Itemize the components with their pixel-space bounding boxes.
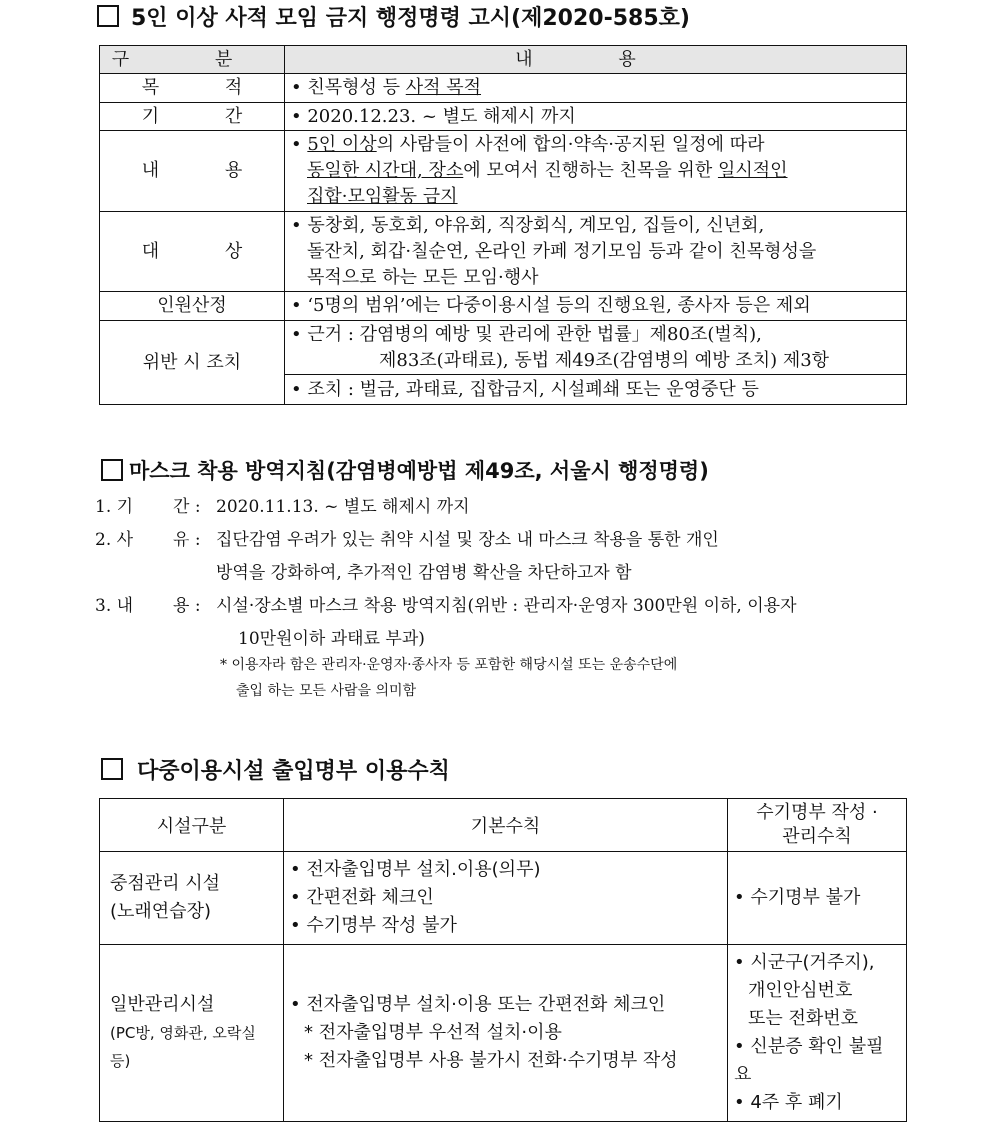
- target-line-2: 돌잔치, 회갑·칠순연, 온라인 카페 정기모임 등과 같이 친목형성을: [307, 240, 817, 262]
- rule-subitem: * 전자출입명부 우선적 설치·이용: [304, 1022, 562, 1043]
- bullet: •: [291, 134, 308, 155]
- row-label-purpose: 목 적: [100, 74, 285, 103]
- item-key: 용 :: [173, 596, 201, 616]
- header-basic-rules: 기본수칙: [284, 799, 728, 852]
- header-category: 구 분: [100, 46, 285, 74]
- table-row: [100, 852, 907, 945]
- basis-line-2: 제83조(과태료), 동법 제49조(감염병의 예방 조치) 제3항: [379, 349, 830, 371]
- footnote: [220, 652, 677, 704]
- rule-item: • 전자출입명부 설치.이용(의무): [290, 859, 541, 880]
- row-content-purpose: [285, 74, 907, 103]
- rule-item: • 간편전화 체크인: [290, 887, 434, 908]
- facility-example: (노래연습장): [110, 901, 211, 922]
- table-row: [100, 131, 907, 212]
- manual-rule-item: • 4주 후 폐기: [734, 1092, 843, 1113]
- header-content: 내 용: [285, 46, 907, 74]
- basic-rules-priority: [284, 852, 728, 945]
- table-header-row: [100, 46, 907, 74]
- section2-title-text: 마스크 착용 방역지침(감염병예방법 제49조, 서울시 행정명령): [129, 459, 709, 483]
- item-text: 집단감염 우려가 있는 취약 시설 및 장소 내 마스크 착용을 통한 개인: [216, 530, 719, 550]
- facility-name: 중점관리 시설: [110, 873, 221, 894]
- item-number: 3. 내: [95, 596, 134, 616]
- table-row: [100, 321, 907, 375]
- basis-line-1: • 근거 : 감염병의 예방 및 관리에 관한 법률」제80조(벌칙),: [291, 323, 762, 345]
- target-line-3: 목적으로 하는 모든 모임·행사: [307, 266, 539, 288]
- footnote-line-1: * 이용자라 함은 관리자·운영자·종사자 등 포함한 해당시설 또는 운송수단에: [220, 657, 678, 673]
- facility-priority: [100, 852, 284, 945]
- header-manual-log-rules: [728, 799, 907, 852]
- manual-rule-item: • 신분증 확인 불필요: [734, 1036, 884, 1085]
- section1-title-text: 5인 이상 사적 모임 금지 행정명령 고시(제2020-585호): [131, 5, 690, 31]
- row-label-count: 인원산정: [100, 292, 285, 321]
- target-line-1: • 동창회, 동호회, 야유회, 직장회식, 계모임, 집들이, 신년회,: [291, 214, 765, 236]
- row-label-content: 내 용: [100, 131, 285, 212]
- row-content-count: • ‘5명의 범위’에는 다중이용시설 등의 진행요원, 종사자 등은 제외: [285, 292, 907, 321]
- content-underline-3: 일시적인: [717, 160, 788, 181]
- table-row: [100, 103, 907, 131]
- section2-title: [101, 454, 709, 486]
- item-text-cont: 방역을 강화하여, 추가적인 감염병 확산을 차단하고자 함: [216, 563, 632, 583]
- manual-rules-priority: • 수기명부 불가: [728, 852, 907, 945]
- row-content-action: • 조치 : 벌금, 과태료, 집합금지, 시설폐쇄 또는 운영중단 등: [285, 375, 907, 405]
- item-key: 간 :: [173, 497, 201, 517]
- content-underline-4: 집합·모임활동 금지: [307, 186, 458, 207]
- rule-subitem: * 전자출입명부 사용 불가시 전화·수기명부 작성: [304, 1050, 678, 1071]
- footnote-line-2: 출입 하는 모든 사람을 의미함: [236, 683, 417, 699]
- header-facility-type: 시설구분: [100, 799, 284, 852]
- manual-rule-cont: 또는 전화번호: [748, 1008, 859, 1029]
- item-text-cont: 10만원이하 과태료 부과): [238, 629, 425, 649]
- row-content-period: • 2020.12.23. ~ 별도 해제시 까지: [285, 103, 907, 131]
- table-row: [100, 212, 907, 292]
- content-underline-2: 동일한 시간대, 장소: [307, 160, 464, 181]
- rule-item: • 전자출입명부 설치·이용 또는 간편전화 체크인: [290, 994, 666, 1015]
- section1-title: [97, 0, 690, 32]
- item-text: 2020.11.13. ~ 별도 해제시 까지: [216, 497, 470, 517]
- facility-name: 일반관리시설: [110, 994, 215, 1015]
- section3-title: [101, 753, 450, 785]
- item-number: 1. 기: [95, 497, 134, 517]
- row-content-target: [285, 212, 907, 292]
- manual-rules-general: [728, 945, 907, 1122]
- manual-rule-cont: 개인안심번호: [748, 980, 853, 1001]
- item-key: 유 :: [173, 530, 201, 550]
- content-text-1: 의 사람들이 사전에 합의·약속·공지된 일정에 따라: [376, 134, 765, 155]
- private-gathering-ban-table: [99, 45, 907, 405]
- checkbox-icon: [101, 758, 123, 780]
- row-label-violation: 위반 시 조치: [100, 321, 285, 405]
- header-manual-log-rules-line-1: 수기명부 작성 ·: [756, 802, 878, 823]
- table-header-row: [100, 799, 907, 852]
- item-number: 2. 사: [95, 530, 134, 550]
- content-underline-1: 5인 이상: [307, 134, 377, 155]
- entry-log-rules-table: [99, 798, 907, 1122]
- facility-general: [100, 945, 284, 1122]
- table-row: [100, 292, 907, 321]
- manual-rule-item: • 시군구(거주지),: [734, 952, 875, 973]
- content-text-2: 에 모여서 진행하는 친목을 위한: [463, 160, 718, 181]
- purpose-text: • 친목형성 등: [291, 77, 406, 98]
- row-label-period: 기 간: [100, 103, 285, 131]
- table-row: [100, 74, 907, 103]
- rule-item: • 수기명부 작성 불가: [290, 915, 457, 936]
- purpose-underlined: 사적 목적: [405, 77, 482, 98]
- table-row: [100, 945, 907, 1122]
- header-manual-log-rules-line-2: 관리수칙: [782, 826, 852, 847]
- row-label-target: 대 상: [100, 212, 285, 292]
- checkbox-icon: [101, 459, 123, 481]
- row-content-content: [285, 131, 907, 212]
- facility-example: (PC방, 영화관, 오락실 등): [110, 1024, 256, 1070]
- item-text: 시설·장소별 마스크 착용 방역지침(위반 : 관리자·운영자 300만원 이하, 이용자: [216, 596, 797, 616]
- checkbox-icon: [97, 5, 119, 27]
- basic-rules-general: [284, 945, 728, 1122]
- row-content-basis: [285, 321, 907, 375]
- section3-title-text: 다중이용시설 출입명부 이용수칙: [137, 758, 450, 784]
